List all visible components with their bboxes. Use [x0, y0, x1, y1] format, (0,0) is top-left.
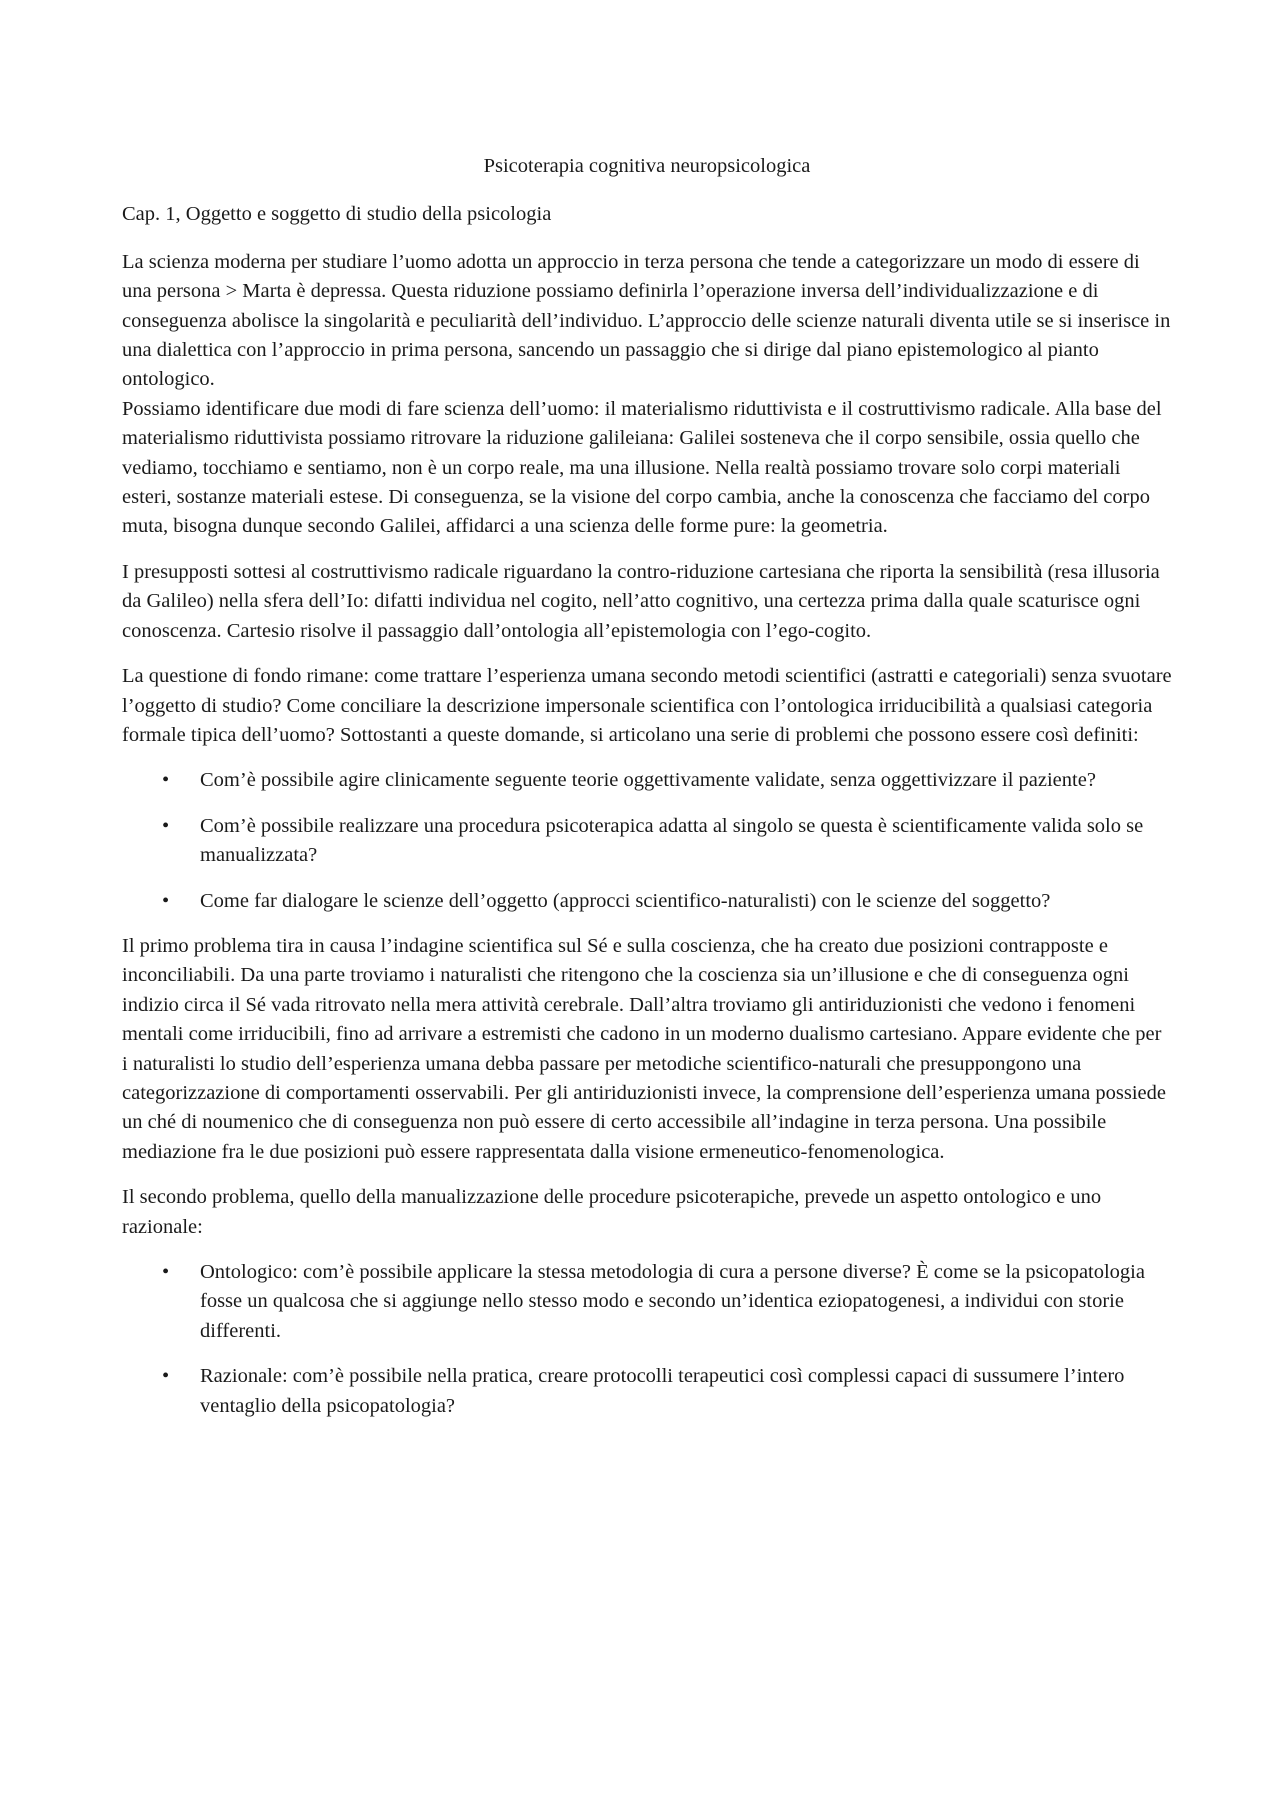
- paragraph: Il secondo problema, quello della manualizzazione delle procedure psicoterapiche, prevede un aspetto ontologico e uno razionale:: [122, 1186, 1102, 1238]
- list-item: [122, 1362, 1172, 1421]
- list-item: [122, 1258, 1172, 1346]
- document-page: [122, 152, 1172, 1437]
- bullet-list: [122, 1258, 1172, 1421]
- list-item: [122, 812, 1172, 871]
- list-item-text: Razionale: com’è possibile nella pratica, creare protocolli terapeutici così complessi capaci di sussumere l’intero ventaglio della psicopatologia?: [200, 1365, 1125, 1417]
- paragraph: I presupposti sottesi al costruttivismo radicale riguardano la contro-riduzione cartesiana che riporta la sensibilità (resa illusoria da Galileo) nella sfera dell’Io: difatti individua nel cogito, nell’atto cognitivo, una certezza prima dalla quale scaturisce ogni conoscenza. Cartesio risolve il passaggio dall’ontologia all’epistemologia con l’ego-cogito.: [122, 560, 1160, 642]
- list-item-text: Com’è possibile agire clinicamente seguente teorie oggettivamente validate, senza oggettivizzare il paziente?: [200, 769, 1096, 792]
- bullet-marker: •: [162, 814, 170, 837]
- bullet-marker: •: [162, 769, 170, 792]
- list-item-text: Come far dialogare le scienze dell’oggetto (approcci scientifico-naturalisti) con le scienze del soggetto?: [200, 889, 1051, 912]
- bullet-marker: •: [162, 889, 170, 912]
- document-title: Psicoterapia cognitiva neuropsicologica: [483, 155, 811, 177]
- paragraph: La scienza moderna per studiare l’uomo adotta un approccio in terza persona che tende a categorizzare un modo di essere di una persona > Marta è depressa. Questa riduzione possiamo definirla l’operazione inversa dell’individualizzazione e di conseguenza abolisce la singolarità e peculiarità dell’individuo. L’approccio delle scienze naturali diventa utile se si inserisce in una dialettica con l’approccio in prima persona, sancendo un passaggio che si dirige dal piano epistemologico al pianto ontologico.: [122, 250, 1171, 391]
- paragraph: Possiamo identificare due modi di fare scienza dell’uomo: il materialismo riduttivista e il costruttivismo radicale. Alla base del materialismo riduttivista possiamo ritrovare la riduzione galileiana: Galilei sosteneva che il corpo sensibile, ossia quello che vediamo, tocchiamo e sentiamo, non è un corpo reale, ma una illusione. Nella realtà possiamo trovare solo corpi materiali esteri, sostanze materiali estese. Di conseguenza, se la visione del corpo cambia, anche la conoscenza che facciamo del corpo muta, bisogna dunque secondo Galilei, affidarci a una scienza delle forme pure: la geometria.: [122, 397, 1162, 538]
- list-item: [122, 766, 1172, 795]
- paragraph: La questione di fondo rimane: come trattare l’esperienza umana secondo metodi scientifici (astratti e categoriali) senza svuotare l’oggetto di studio? Come conciliare la descrizione impersonale scientifica con l’ontologica irriducibilità a qualsiasi categoria formale tipica dell’uomo? Sottostanti a queste domande, si articolano una serie di problemi che possono essere così definiti:: [122, 665, 1172, 746]
- chapter-heading: Cap. 1, Oggetto e soggetto di studio della psicologia: [122, 203, 552, 226]
- bullet-list: [122, 766, 1172, 916]
- list-item-text: Com’è possibile realizzare una procedura psicoterapica adatta al singolo se questa è scientificamente valida solo se manualizzata?: [200, 814, 1144, 867]
- paragraph: Il primo problema tira in causa l’indagine scientifica sul Sé e sulla coscienza, che ha creato due posizioni contrapposte e inconciliabili. Da una parte troviamo i naturalisti che ritengono che la coscienza sia un’illusione e che di conseguenza ogni indizio circa il Sé vada ritrovato nella mera attività cerebrale. Dall’altra troviamo gli antiriduzionisti che vedono i fenomeni mentali come irriducibili, fino ad arrivare a estremisti che cadono in un moderno dualismo cartesiano. Appare evidente che per i naturalisti lo studio dell’esperienza umana debba passare per metodiche scientifico-naturali che presuppongono una categorizzazione di comportamenti osservabili. Per gli antiriduzionisti invece, la comprensione dell’esperienza umana possiede un ché di noumenico che di conseguenza non può essere di certo accessibile all’indagine in terza persona. Una possibile mediazione fra le due posizioni può essere rappresentata dalla visione ermeneutico-fenomenologica.: [122, 934, 1166, 1163]
- bullet-marker: •: [162, 1261, 170, 1283]
- bullet-marker: •: [162, 1365, 170, 1388]
- list-item: [122, 887, 1172, 916]
- list-item-text: Ontologico: com’è possibile applicare la stessa metodologia di cura a persone diverse? È come se la psicopatologia fosse un qualcosa che si aggiunge nello stesso modo e secondo un’identica eziopatogenesi, a individui con storie differenti.: [200, 1261, 1145, 1342]
